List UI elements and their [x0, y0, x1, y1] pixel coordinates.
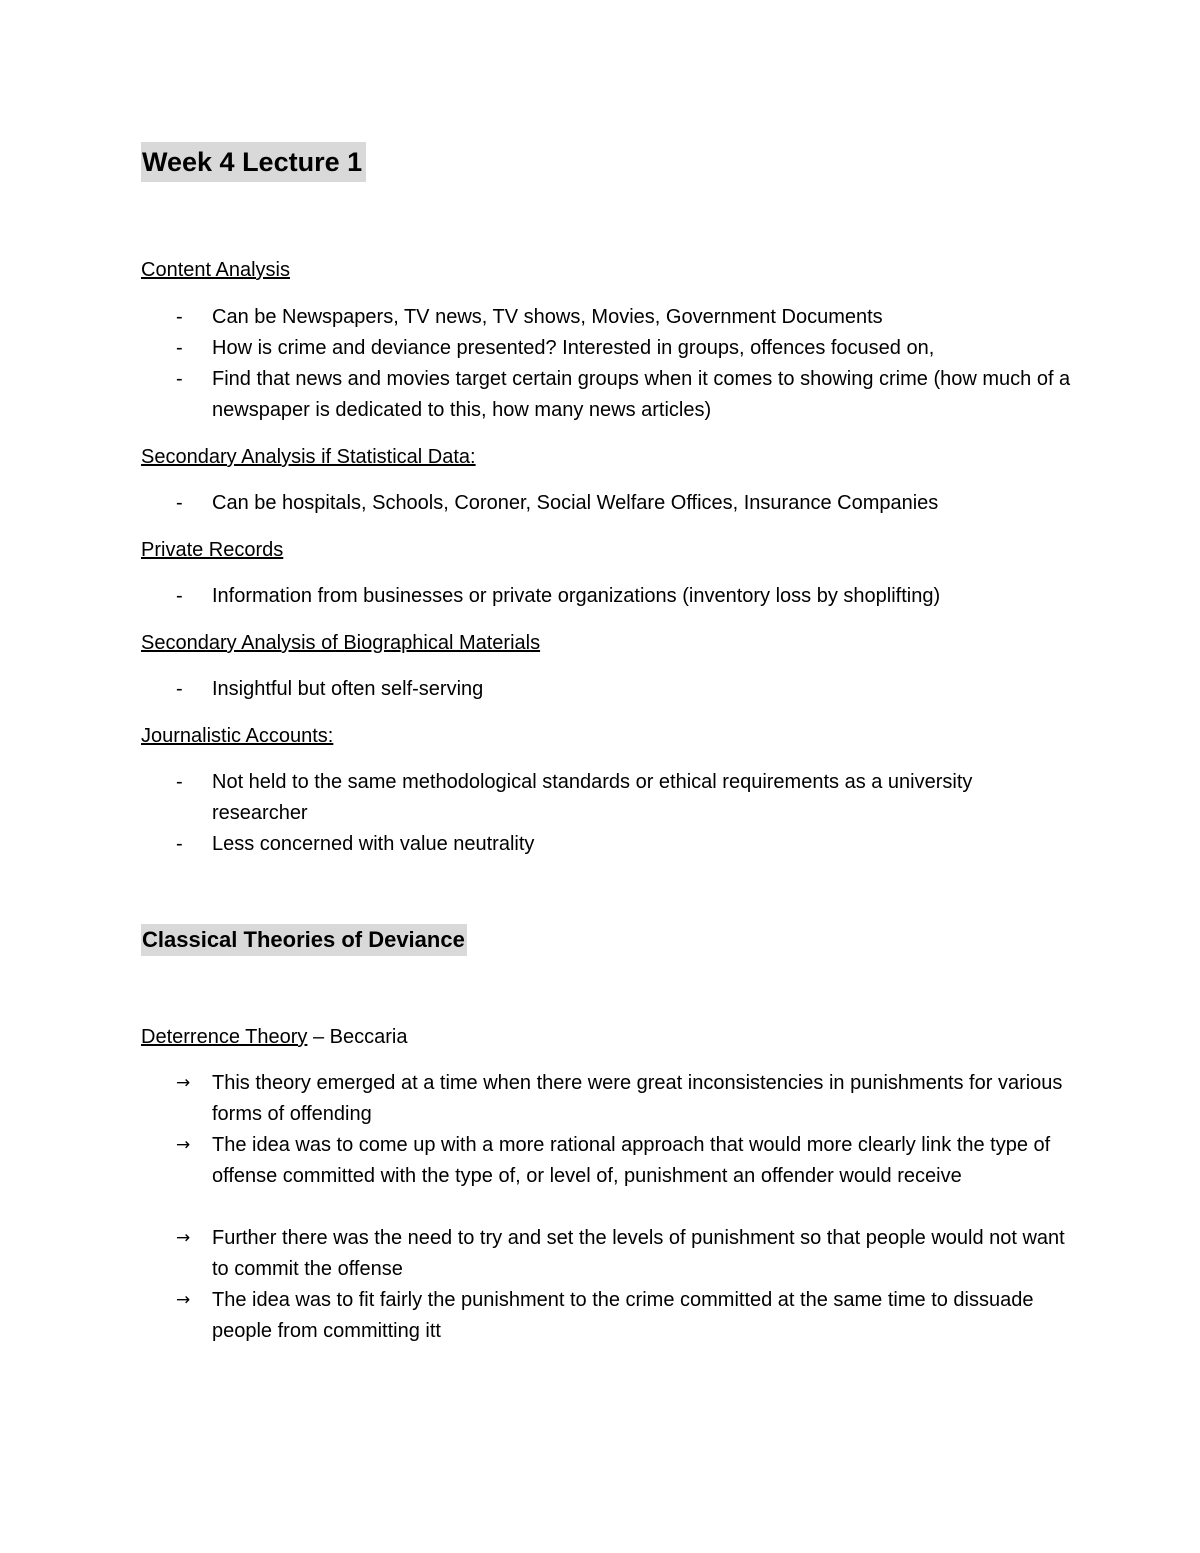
- list-item-text: Can be hospitals, Schools, Coroner, Social Welfare Offices, Insurance Companies: [212, 492, 939, 514]
- content-analysis-heading: [141, 256, 290, 284]
- content-analysis-item-3: [141, 364, 1071, 426]
- journalistic-item-1: [141, 767, 1071, 829]
- list-item-text: The idea was to fit fairly the punishment to the crime committed at the same time to dissuade people from committing itt: [212, 1289, 1034, 1342]
- dash-bullet: -: [176, 833, 183, 855]
- right-arrow-icon: →: [176, 1228, 191, 1248]
- dash-bullet: -: [176, 368, 183, 390]
- biographical-item-1: [141, 674, 1071, 705]
- list-item-text: Insightful but often self-serving: [212, 678, 484, 700]
- biographical-heading: [141, 629, 540, 657]
- secondary-statistical-heading: [141, 443, 476, 471]
- secondary-statistical-heading-text: Secondary Analysis if Statistical Data:: [141, 446, 476, 468]
- deterrence-item-2: [141, 1130, 1071, 1192]
- deterrence-heading-text: Deterrence Theory: [141, 1026, 308, 1048]
- list-item-text: Further there was the need to try and set the levels of punishment so that people would not want to commit the offense: [212, 1227, 1065, 1280]
- dash-bullet: -: [176, 492, 183, 514]
- right-arrow-icon: →: [176, 1290, 191, 1310]
- deterrence-item-3: [141, 1223, 1071, 1285]
- content-analysis-heading-text: Content Analysis: [141, 259, 290, 281]
- dash-bullet: -: [176, 771, 183, 793]
- deterrence-heading-suffix: – Beccaria: [307, 1026, 408, 1048]
- right-arrow-icon: →: [176, 1135, 191, 1155]
- deterrence-item-4: [141, 1285, 1071, 1347]
- deterrence-heading: [141, 1023, 407, 1051]
- private-records-item-1: [141, 581, 1071, 612]
- list-item-text: How is crime and deviance presented? Interested in groups, offences focused on,: [212, 337, 935, 359]
- dash-bullet: -: [176, 678, 183, 700]
- journalistic-item-2: [141, 829, 1071, 860]
- deterrence-item-1: [141, 1068, 1071, 1130]
- list-item-text: The idea was to come up with a more rational approach that would more clearly link the type of offense committed with the type of, or level of, punishment an offender would receive: [212, 1134, 1051, 1187]
- journalistic-heading-text: Journalistic Accounts:: [141, 725, 334, 747]
- secondary-statistical-item-1: [141, 488, 1071, 519]
- private-records-heading: [141, 536, 283, 564]
- private-records-heading-text: Private Records: [141, 539, 284, 561]
- list-item-text: Not held to the same methodological standards or ethical requirements as a university researcher: [212, 771, 973, 824]
- classical-theories-title: Classical Theories of Deviance: [141, 924, 467, 956]
- list-item-text: Less concerned with value neutrality: [212, 833, 535, 855]
- biographical-heading-text: Secondary Analysis of Biographical Materials: [141, 632, 541, 654]
- content-analysis-item-2: [141, 333, 1071, 364]
- dash-bullet: -: [176, 585, 183, 607]
- journalistic-heading: [141, 722, 333, 750]
- list-item-text: Information from businesses or private organizations (inventory loss by shoplifting): [212, 585, 941, 607]
- list-item-text: Can be Newspapers, TV news, TV shows, Movies, Government Documents: [212, 306, 883, 328]
- list-item-text: This theory emerged at a time when there were great inconsistencies in punishments for various forms of offending: [212, 1072, 1063, 1125]
- dash-bullet: -: [176, 337, 183, 359]
- right-arrow-icon: →: [176, 1073, 191, 1093]
- page-title: Week 4 Lecture 1: [141, 142, 366, 182]
- content-analysis-item-1: [141, 302, 1071, 333]
- dash-bullet: -: [176, 306, 183, 328]
- list-item-text: Find that news and movies target certain groups when it comes to showing crime (how much of a newspaper is dedicated to this, how many news articles): [212, 368, 1071, 421]
